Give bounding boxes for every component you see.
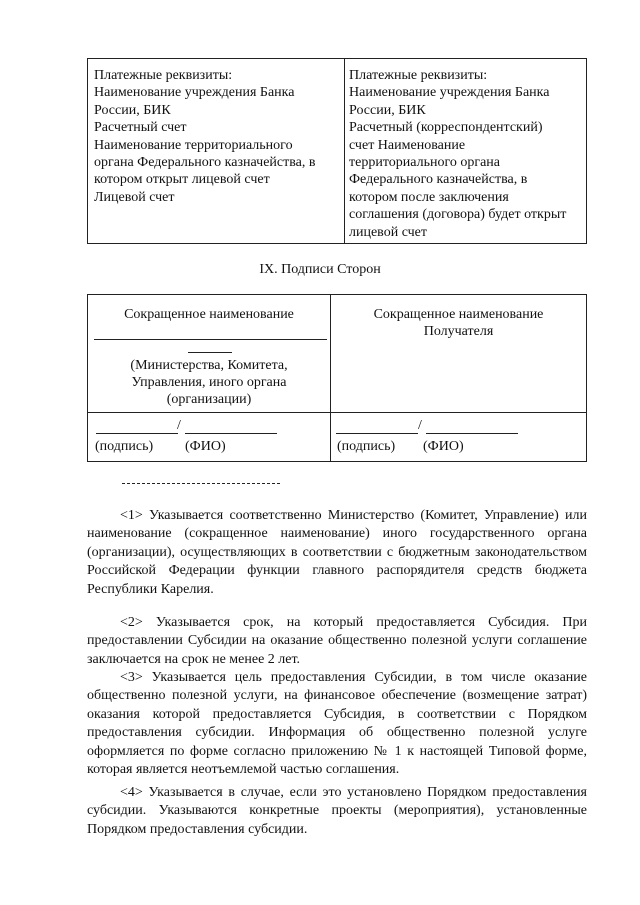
name-underline [188, 352, 232, 353]
ministry-subtitle-line: (Министерства, Комитета, [130, 358, 288, 373]
recipient-heading-line: Сокращенное наименование [373, 307, 544, 322]
ministry-subtitle-line: Управления, иного органа [131, 375, 287, 390]
req-right-line: Платежные реквизиты: [349, 68, 488, 83]
footnote-1: <1> Указывается соответственно Министерство (Комитет, Управление) или наименование (сокращенное наименование) иного государственного органа (организации), осуществляющих в соответствии с бюджетным законодательством Российской Федерации функции главного распорядителя средств бюджета Республики Карелия. [87, 508, 587, 597]
req-left-line: Расчетный счет [94, 120, 187, 136]
footnote-4: <4> Указывается в случае, если это установлено Порядком предоставления субсидии. Указываются конкретные проекты (мероприятия), установленные Порядком предоставления субсидии. [87, 785, 587, 837]
recipient-heading [331, 306, 586, 340]
recipient-name-cell [331, 295, 586, 412]
req-right-line: соглашения (договора) будет открыт [349, 207, 567, 223]
req-left-line: Лицевой счет [94, 189, 175, 205]
section-title: IX. Подписи Сторон [259, 262, 381, 277]
signature-line [336, 433, 418, 434]
req-right-line: Федерального казначейства, в [349, 172, 528, 188]
fio-label: (ФИО) [185, 439, 226, 454]
name-line [185, 433, 277, 434]
footnote-2: <2> Указывается срок, на который предоставляется Субсидия. При предоставлении Субсидии на оказание общественно полезной услуги соглашение заключается на срок не менее 2 лет. [87, 615, 587, 667]
ministry-subtitle-line: (организации) [166, 392, 252, 407]
req-right-line: лицевой счет [349, 224, 427, 240]
signature-slash: / [177, 418, 181, 433]
req-right-line: Расчетный (корреспондентский) [349, 120, 543, 136]
signature-line [96, 433, 178, 434]
req-left-line: органа Федерального казначейства, в [94, 155, 316, 171]
requisites-left-cell [88, 59, 345, 243]
req-right-line: территориального органа [349, 155, 501, 171]
ministry-name-cell [88, 295, 330, 412]
ministry-signature-row [88, 413, 330, 461]
signature-label: (подпись) [95, 439, 154, 454]
signature-label: (подпись) [337, 439, 396, 454]
req-left-line: Наименование учреждения Банка [94, 85, 295, 101]
req-left-line: Платежные реквизиты: [94, 68, 233, 83]
req-right-line: России, БИК [349, 102, 426, 118]
req-left-line: котором открыт лицевой счет [94, 172, 270, 188]
name-underline [94, 339, 327, 340]
req-left-line: России, БИК [94, 102, 171, 118]
req-right-line: Наименование учреждения Банка [349, 85, 550, 101]
name-line [426, 433, 518, 434]
req-right-line: котором после заключения [349, 189, 509, 205]
recipient-heading-line: Получателя [423, 324, 494, 339]
footnote-separator [122, 483, 280, 484]
requisites-right-cell [345, 59, 586, 243]
footnote-3: <3> Указывается цель предоставления Субсидии, в том числе оказание общественно полезной услуги, на финансовое обеспечение (возмещение затрат) оказания которой предоставляется Субсидия, в соответствии с Порядком предоставления субсидии. Информация об общественно полезной услуге оформляется по форме согласно приложению № 1 к настоящей Типовой форме, которая является неотъемлемой частью соглашения. [87, 670, 587, 778]
req-left-line: Наименование территориального [94, 137, 293, 153]
req-right-line: счет Наименование [349, 137, 466, 153]
recipient-signature-row [331, 413, 586, 461]
signatures-table [87, 294, 587, 462]
fio-label: (ФИО) [423, 439, 464, 454]
requisites-table [87, 58, 587, 244]
ministry-subtitle [88, 357, 330, 408]
ministry-heading: Сокращенное наименование [124, 307, 294, 322]
signature-slash: / [418, 418, 422, 433]
